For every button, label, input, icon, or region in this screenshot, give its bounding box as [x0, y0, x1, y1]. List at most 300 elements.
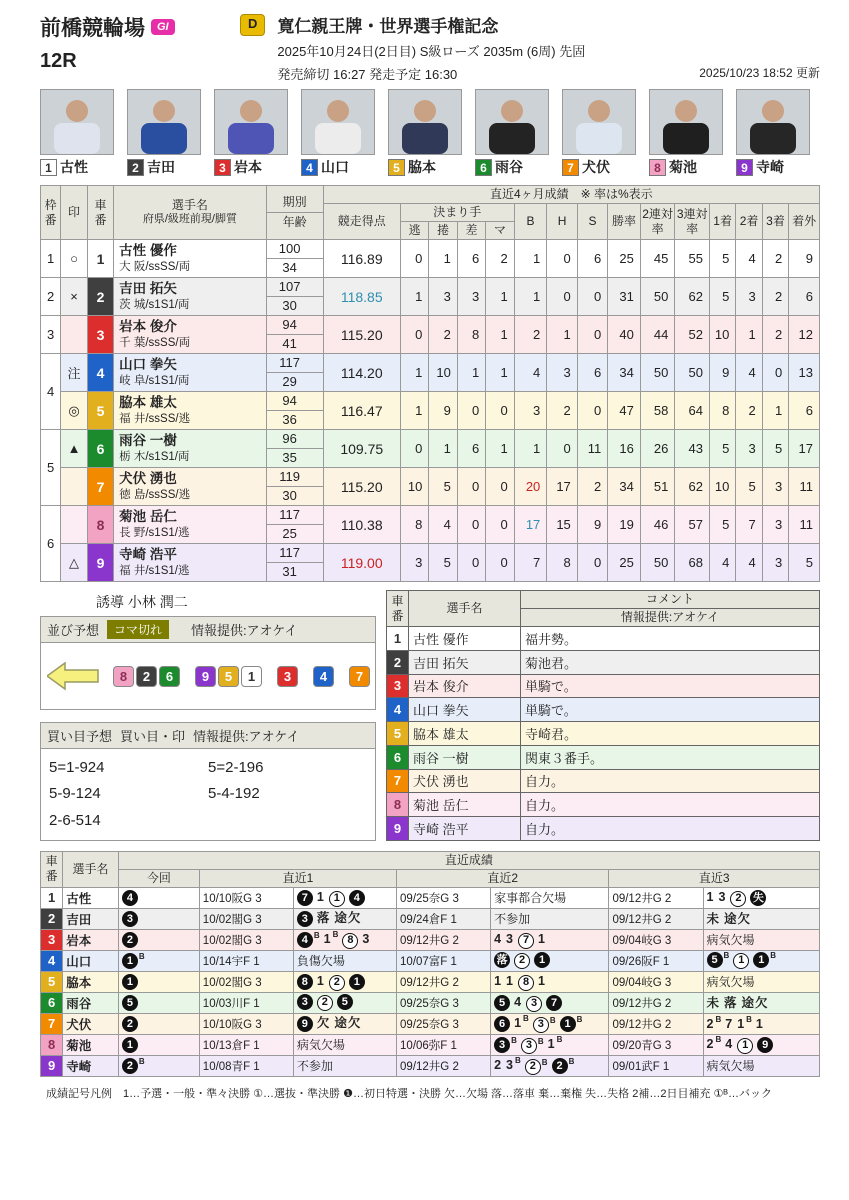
stat-f1: 9	[709, 354, 735, 392]
result-token	[317, 995, 333, 1011]
bets-list	[41, 749, 375, 840]
rider-photo[interactable]	[649, 89, 723, 155]
bet-line: 2-6-514	[49, 811, 101, 829]
comment-row	[387, 793, 820, 817]
stat-b: 4	[514, 354, 547, 392]
stat-h: 17	[547, 468, 578, 506]
recent-1-date: 10/13倉F 1	[199, 1034, 293, 1055]
col-stat-7: 2着	[736, 204, 762, 240]
rider-photo-item	[40, 89, 114, 177]
rider-row	[41, 544, 820, 582]
result-rank: 1	[494, 973, 503, 988]
result-rank: 3	[122, 911, 138, 927]
result-rank: 1	[733, 953, 749, 969]
recent-1-result	[293, 950, 396, 971]
rider-name[interactable]: 寺崎 浩平	[409, 817, 521, 841]
kimarite-value-3: 1	[486, 278, 514, 316]
recent-3-result	[703, 1013, 820, 1034]
narabi-chip: 5	[218, 666, 239, 687]
rider-photo-item	[649, 89, 723, 177]
rider-comment: 単騎で。	[521, 698, 820, 722]
stat-s: 6	[577, 354, 608, 392]
rider-short-name[interactable]: 雨谷	[63, 992, 119, 1013]
kimarite-value-0: 8	[400, 506, 428, 544]
current-race-result	[118, 1034, 199, 1055]
recent-1-date: 10/14宇F 1	[199, 950, 293, 971]
recent-3-date: 09/20青G 3	[609, 1034, 703, 1055]
rider-name-cell[interactable]	[114, 544, 267, 582]
rider-name-cell[interactable]	[114, 468, 267, 506]
recent-3-result	[703, 992, 820, 1013]
recent-1-result	[293, 908, 396, 929]
rider-photo-placeholder	[302, 90, 374, 154]
stat-h: 0	[547, 278, 578, 316]
result-rank: 1	[122, 974, 138, 990]
race-subtitle: 2025年10月24日(2日目) S級ローズ 2035m (6周) 先固	[277, 44, 586, 59]
recent-1-result	[293, 1013, 396, 1034]
kimarite-value-0: 0	[400, 240, 428, 278]
rider-short-name[interactable]: 山口	[63, 950, 119, 971]
kimarite-value-2: 6	[457, 240, 485, 278]
rider-short-name[interactable]: 脇本	[63, 971, 119, 992]
result-rank: 1	[316, 889, 325, 904]
comments-table	[386, 590, 820, 841]
rider-name-cell[interactable]	[114, 506, 267, 544]
stat-f1: 10	[709, 316, 735, 354]
result-rank: 2	[494, 1057, 503, 1072]
result-token: 1 $^B$	[547, 1034, 563, 1051]
result-rank: 8	[518, 975, 534, 991]
recent-3-result	[703, 950, 820, 971]
stat-h: 0	[547, 240, 578, 278]
stat-h: 15	[547, 506, 578, 544]
kimarite-value-3: 1	[486, 316, 514, 354]
race-score: 115.20	[323, 468, 400, 506]
recent-3-date: 09/26阪F 1	[609, 950, 703, 971]
recent-3-date: 09/12井G 2	[609, 908, 703, 929]
col-mark: 印	[61, 186, 87, 240]
term-age-cell	[266, 506, 323, 544]
rider-name[interactable]: 菊池 岳仁	[409, 793, 521, 817]
rider-short-name[interactable]: 菊池	[669, 159, 697, 175]
car-number-badge: 8	[649, 159, 666, 176]
result-rank: 1	[755, 1016, 764, 1031]
bets-title: 買い目予想	[47, 729, 113, 744]
car-number-badge: 5	[388, 159, 405, 176]
rider-comment: 自力。	[521, 817, 820, 841]
stat-f3: 2	[762, 316, 788, 354]
age-value: 35	[282, 450, 297, 465]
rider-comment: 菊池君。	[521, 650, 820, 674]
rider-photo[interactable]	[736, 89, 810, 155]
rider-name-cell[interactable]	[114, 430, 267, 468]
rider-row	[41, 240, 820, 278]
term-age-cell	[266, 544, 323, 582]
narabi-diagram	[41, 643, 375, 709]
term-value: 100	[267, 240, 323, 259]
stat-b: 1	[514, 240, 547, 278]
stat-ren3: 68	[675, 544, 710, 582]
col-stat-4: 2連対率	[640, 204, 675, 240]
rider-name: 雨谷 一樹	[119, 433, 177, 449]
bets-panel	[40, 722, 376, 841]
recent-1-date: 10/02閣G 3	[199, 929, 293, 950]
col-stat-8: 3着	[762, 204, 788, 240]
prediction-mark: 注	[61, 354, 87, 392]
stat-f3: 5	[762, 430, 788, 468]
result-token	[329, 975, 345, 991]
current-race-result	[118, 971, 199, 992]
result-rank: 1	[349, 974, 365, 990]
car-number-badge: 5	[41, 971, 63, 992]
result-token: 2 $^B$	[552, 1058, 575, 1074]
result-rank: 1	[547, 1036, 556, 1051]
rider-short-name[interactable]: 岩本	[234, 159, 262, 175]
recent-1-result	[293, 1034, 396, 1055]
rider-photo[interactable]	[40, 89, 114, 155]
result-rank: 3	[506, 931, 514, 946]
result-rank: 落	[316, 911, 331, 926]
narabi-group	[349, 666, 370, 687]
kimarite-value-0: 3	[400, 544, 428, 582]
result-token	[297, 911, 313, 927]
prediction-mark	[61, 316, 87, 354]
result-token	[349, 974, 365, 990]
stat-s: 0	[577, 278, 608, 316]
rider-row	[41, 354, 820, 392]
stat-f2: 4	[736, 354, 762, 392]
result-rank: 7	[297, 890, 313, 906]
recent-1-result	[293, 1055, 396, 1076]
kimarite-value-2: 0	[457, 468, 485, 506]
col-term: 期別	[267, 193, 323, 213]
car-number-badge: 3	[387, 674, 409, 698]
recent-3-date: 09/04岐G 3	[609, 971, 703, 992]
stat-win: 19	[608, 506, 641, 544]
rider-photo-label	[388, 157, 462, 177]
photo-strip	[40, 89, 820, 177]
result-token	[538, 973, 546, 989]
comment-row	[387, 722, 820, 746]
age-value: 30	[282, 298, 297, 313]
waku-number: 2	[41, 278, 61, 316]
car-number-badge: 3	[214, 159, 231, 176]
rider-photo-placeholder	[563, 90, 635, 154]
result-token	[707, 995, 721, 1011]
result-token	[518, 975, 534, 991]
col-score: 競走得点	[323, 204, 400, 240]
result-rank: 6	[494, 1016, 510, 1032]
kimarite-value-3: 1	[486, 354, 514, 392]
stat-out: 11	[789, 468, 820, 506]
kimarite-value-2: 6	[457, 430, 485, 468]
narabi-chip: 3	[277, 666, 298, 687]
recent-2-date: 09/12井G 2	[397, 929, 491, 950]
rider-name[interactable]: 吉田 拓矢	[409, 650, 521, 674]
rider-comment: 自力。	[521, 793, 820, 817]
narabi-header	[41, 617, 375, 643]
stat-win: 47	[608, 392, 641, 430]
recent-row	[41, 971, 820, 992]
rider-photo-item	[127, 89, 201, 177]
stat-s: 0	[577, 544, 608, 582]
rider-photo[interactable]	[214, 89, 288, 155]
rider-name-cell[interactable]	[114, 240, 267, 278]
result-token	[334, 910, 361, 926]
result-token: 1 $^B$	[122, 953, 145, 969]
car-number-badge: 6	[41, 992, 63, 1013]
term-value: 117	[267, 506, 323, 525]
result-rank: 1	[706, 889, 715, 904]
narabi-chip: 9	[195, 666, 216, 687]
result-rank: 9	[757, 1037, 773, 1053]
narabi-groups	[113, 666, 385, 687]
car-number-badge: 4	[301, 159, 318, 176]
result-rank: 2	[706, 1036, 715, 1051]
result-token	[707, 889, 715, 905]
rider-name: 古性 優作	[119, 243, 177, 259]
rider-photo[interactable]	[127, 89, 201, 155]
result-rank: 1	[534, 952, 550, 968]
stat-b: 17	[514, 506, 547, 544]
rider-short-name[interactable]: 古性	[63, 887, 119, 908]
stat-out: 11	[789, 506, 820, 544]
absence-note: 病気欠場	[706, 975, 755, 990]
result-rank: 未	[706, 995, 721, 1010]
stat-b: 20	[514, 468, 547, 506]
rider-pref-class: 福 井/s1S1/逃	[119, 564, 190, 577]
narabi-group	[313, 666, 334, 687]
rider-name[interactable]: 岩本 俊介	[409, 674, 521, 698]
result-rank: 4	[514, 994, 523, 1009]
page-header	[40, 12, 820, 83]
rider-row	[41, 278, 820, 316]
recent-2-date: 09/25奈G 3	[397, 887, 491, 908]
waku-number: 5	[41, 430, 61, 506]
rider-pref-class: 栃 木/s1S1/両	[119, 450, 190, 463]
narabi-panel	[40, 616, 376, 710]
result-token	[494, 995, 510, 1011]
recent-2-date: 10/06弥F 1	[397, 1034, 491, 1055]
stat-s: 0	[577, 392, 608, 430]
narabi-chip: 2	[136, 666, 157, 687]
car-number-badge: 8	[87, 506, 113, 544]
result-token	[725, 1016, 733, 1032]
result-rank: 1	[538, 973, 546, 988]
term-value: 94	[267, 316, 323, 335]
rider-short-name[interactable]: 脇本	[408, 159, 436, 175]
recent-3-result	[703, 887, 820, 908]
car-number-badge: 6	[87, 430, 113, 468]
rider-short-name[interactable]: 寺崎	[63, 1055, 119, 1076]
result-rank: 未	[706, 911, 721, 926]
narabi-chip: 7	[349, 666, 370, 687]
kimarite-value-1: 2	[429, 316, 457, 354]
recent-1-result	[293, 887, 396, 908]
col-kimarite-2: 差	[457, 222, 485, 240]
rider-short-name[interactable]: 寺崎	[756, 159, 784, 175]
result-rank: 3	[362, 931, 371, 946]
rider-short-name[interactable]: 犬伏	[582, 159, 610, 175]
kimarite-value-3: 2	[486, 240, 514, 278]
recent-2-result	[491, 971, 609, 992]
rec-col-3: 直近3	[609, 869, 820, 887]
stat-out: 5	[789, 544, 820, 582]
stat-b: 1	[514, 430, 547, 468]
result-rank: 1	[737, 1016, 746, 1031]
col-stat-1: H	[547, 204, 578, 240]
car-number-badge: 2	[87, 278, 113, 316]
rider-photo[interactable]	[562, 89, 636, 155]
rider-short-name[interactable]: 山口	[321, 159, 349, 175]
stat-f1: 5	[709, 278, 735, 316]
absence-note: 病気欠場	[296, 1038, 345, 1053]
col-stat-2: S	[577, 204, 608, 240]
rider-name[interactable]: 雨谷 一樹	[409, 745, 521, 769]
rider-photo[interactable]	[475, 89, 549, 155]
col-term-age	[266, 186, 323, 240]
result-rank: 1	[538, 931, 546, 946]
car-number-badge: 3	[87, 316, 113, 354]
result-token: 5 $^B$	[707, 952, 730, 968]
rec-col-0: 今回	[118, 869, 199, 887]
rider-name: 岩本 俊介	[119, 319, 177, 335]
col-stat-9: 着外	[789, 204, 820, 240]
result-rank: 8	[342, 933, 358, 949]
result-token: 2 $^B$	[525, 1059, 548, 1075]
rider-short-name[interactable]: 吉田	[63, 908, 119, 929]
result-rank: 途欠	[334, 1016, 362, 1031]
stat-h: 3	[547, 354, 578, 392]
current-race-result	[118, 1013, 199, 1034]
rider-short-name[interactable]: 吉田	[147, 159, 175, 175]
cmt-provider: 情報提供:アオケイ	[521, 609, 820, 627]
recent-results-table	[40, 851, 820, 1077]
result-token	[724, 995, 738, 1011]
recent-3-result	[703, 908, 820, 929]
result-rank: 5	[707, 952, 723, 968]
result-token	[362, 931, 370, 947]
stat-b: 1	[514, 278, 547, 316]
recent-2-result	[491, 992, 609, 1013]
rider-short-name[interactable]: 雨谷	[495, 159, 523, 175]
rider-short-name[interactable]: 岩本	[63, 929, 119, 950]
kimarite-value-0: 0	[400, 316, 428, 354]
rider-name-cell[interactable]	[114, 354, 267, 392]
rider-photo-label	[475, 157, 549, 177]
result-rank: 1	[753, 952, 769, 968]
rider-photo-placeholder	[128, 90, 200, 154]
stat-out: 6	[789, 278, 820, 316]
prediction-mark	[61, 468, 87, 506]
stat-f3: 0	[762, 354, 788, 392]
rider-photo-item	[475, 89, 549, 177]
stat-f2: 4	[736, 240, 762, 278]
stat-f3: 3	[762, 506, 788, 544]
rider-short-name[interactable]: 菊池	[63, 1034, 119, 1055]
stat-ren2: 46	[640, 506, 675, 544]
car-number-badge: 6	[475, 159, 492, 176]
rider-name-cell[interactable]	[114, 392, 267, 430]
rider-name[interactable]: 山口 拳矢	[409, 698, 521, 722]
rider-comment: 寺崎君。	[521, 722, 820, 746]
result-rank: 途欠	[334, 911, 362, 926]
rider-name[interactable]: 古性 優作	[409, 627, 521, 651]
koma-kire-badge: コマ切れ	[107, 620, 169, 639]
stat-win: 34	[608, 354, 641, 392]
stat-h: 8	[547, 544, 578, 582]
recent-3-date: 09/12井G 2	[609, 992, 703, 1013]
stat-f2: 4	[736, 544, 762, 582]
rider-name-cell[interactable]	[114, 316, 267, 354]
comment-row	[387, 745, 820, 769]
stat-f1: 5	[709, 240, 735, 278]
result-token	[750, 890, 766, 906]
rider-photo[interactable]	[388, 89, 462, 155]
result-rank: 2	[525, 1059, 541, 1075]
result-token	[122, 890, 138, 906]
race-score: 115.20	[323, 316, 400, 354]
col-kimarite-3: マ	[486, 222, 514, 240]
stat-h: 1	[547, 316, 578, 354]
rider-short-name[interactable]: 古性	[60, 159, 88, 175]
middle-section	[40, 590, 820, 841]
kimarite-value-1: 10	[429, 354, 457, 392]
recent-1-result	[293, 929, 396, 950]
recent-row	[41, 1013, 820, 1034]
rider-name[interactable]: 犬伏 湧也	[409, 769, 521, 793]
kimarite-value-1: 9	[429, 392, 457, 430]
stat-win: 40	[608, 316, 641, 354]
result-rank: 3	[494, 1037, 510, 1053]
absence-note: 負傷欠場	[296, 954, 345, 969]
result-token	[725, 1036, 733, 1052]
col-stat-5: 3連対率	[675, 204, 710, 240]
rider-name[interactable]: 脇本 雄太	[409, 722, 521, 746]
rider-name-cell[interactable]	[114, 278, 267, 316]
result-token	[506, 931, 514, 947]
recent-1-date: 10/08青F 1	[199, 1055, 293, 1076]
current-race-result	[118, 908, 199, 929]
result-rank: 2	[329, 975, 345, 991]
result-token	[122, 911, 138, 927]
rider-photo-item	[301, 89, 375, 177]
result-token: 3 $^B$	[506, 1055, 521, 1072]
bets-column-2	[208, 755, 367, 834]
stat-win: 16	[608, 430, 641, 468]
recent-1-date: 10/02閣G 3	[199, 908, 293, 929]
recent-row	[41, 887, 820, 908]
result-rank: 7	[546, 995, 562, 1011]
result-token	[756, 1016, 764, 1032]
race-score: 119.00	[323, 544, 400, 582]
recent-2-date: 09/24倉F 1	[397, 908, 491, 929]
rider-short-name[interactable]: 犬伏	[63, 1013, 119, 1034]
result-token: 3 $^B$	[521, 1038, 544, 1054]
bet-line: 5=1-924	[49, 759, 105, 776]
rider-photo[interactable]	[301, 89, 375, 155]
result-rank: 途欠	[741, 995, 769, 1010]
kimarite-value-0: 0	[400, 430, 428, 468]
car-number-badge: 1	[87, 240, 113, 278]
term-value: 117	[267, 354, 323, 373]
updated-timestamp: 2025/10/23 18:52 更新	[699, 66, 820, 80]
recent-2-date: 09/12井G 2	[397, 971, 491, 992]
stat-ren3: 64	[675, 392, 710, 430]
kimarite-value-0: 1	[400, 278, 428, 316]
car-number-badge: 4	[41, 950, 63, 971]
result-token	[334, 1015, 361, 1031]
